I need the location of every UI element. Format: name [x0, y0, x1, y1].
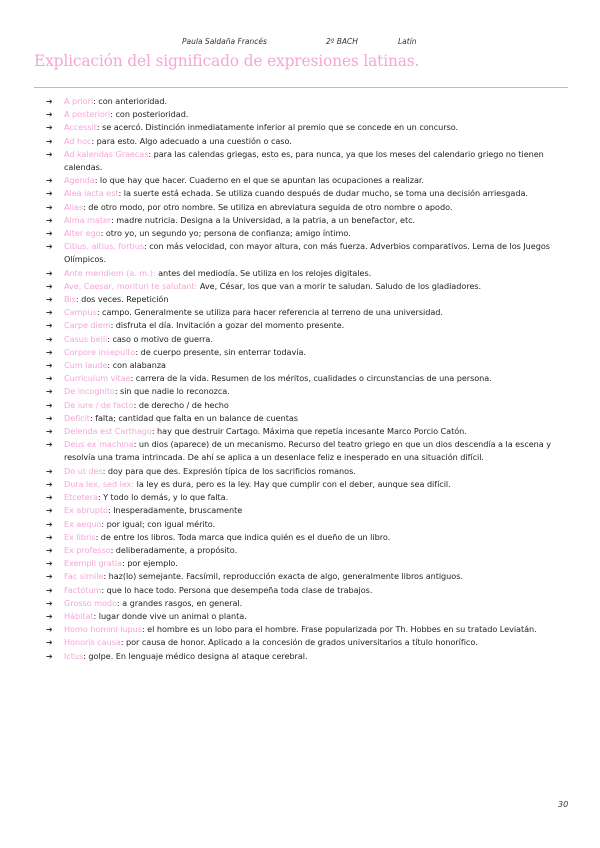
list-item	[46, 227, 566, 240]
list-item	[46, 438, 566, 464]
arrow-bullet-icon: ➔	[46, 638, 53, 648]
term-definition: : un dios (aparece) de un mecanismo. Recurso del teatro griego en que un dios descendía a la escena y resolvía una trama intrincada. De ahí se aplica a un desenlace feliz e inesperado en una situación difícil.	[64, 439, 552, 463]
arrow-bullet-icon: ➔	[46, 123, 53, 133]
latin-term: A priori	[64, 96, 94, 106]
arrow-bullet-icon: ➔	[46, 545, 53, 555]
arrow-bullet-icon: ➔	[46, 572, 53, 582]
list-item	[46, 121, 566, 134]
list-item	[46, 399, 566, 412]
arrow-bullet-icon: ➔	[46, 202, 53, 212]
list-item	[46, 412, 566, 425]
arrow-bullet-icon: ➔	[46, 625, 53, 635]
term-definition: : para las calendas griegas, esto es, para nunca, ya que los meses del calendario griego no tienen calendas.	[64, 148, 544, 173]
term-definition: : para esto. Algo adecuado a una cuestión o caso.	[91, 135, 292, 146]
latin-term: Do ut des	[64, 465, 103, 476]
list-item	[46, 148, 566, 174]
term-definition: : por causa de honor. Aplicado a la concesión de grados universitarios a título honorífico.	[120, 637, 478, 648]
term-definition: : campo. Generalmente se utiliza para hacer referencia al terreno de una universidad.	[96, 307, 443, 318]
latin-term: Alias	[64, 201, 84, 212]
arrow-bullet-icon: ➔	[46, 651, 53, 661]
latin-term: Ictus	[64, 650, 84, 661]
term-definition: : lugar donde vive un animal o planta.	[93, 610, 247, 621]
list-item	[46, 280, 566, 293]
list-item	[46, 319, 566, 332]
arrow-bullet-icon: ➔	[46, 519, 53, 529]
list-item	[46, 465, 566, 478]
latin-term: Deficit	[64, 412, 90, 423]
term-definition: Ave, César, los que van a morir te saludan. Saludo de los gladiadores.	[197, 280, 482, 291]
list-item	[46, 491, 566, 504]
latin-term: Ante meridiem (a. m.):	[64, 267, 156, 278]
latin-term: Casus belli	[64, 333, 108, 344]
arrow-bullet-icon: ➔	[46, 149, 53, 159]
arrow-bullet-icon: ➔	[46, 493, 53, 503]
list-item	[46, 187, 566, 200]
list-item	[46, 544, 566, 557]
latin-term: Ad kalendas Graecas	[64, 148, 149, 159]
list-item	[46, 333, 566, 346]
page-header	[0, 37, 600, 51]
latin-term: Ex professo	[64, 544, 111, 555]
list-item	[46, 214, 566, 227]
latin-term: A posteriori	[64, 109, 111, 120]
list-item	[46, 306, 566, 319]
latin-term: Ad hoc	[64, 135, 92, 146]
latin-term: Deus ex machina	[64, 439, 134, 450]
latin-term: Grosso modo	[64, 597, 117, 608]
arrow-bullet-icon: ➔	[46, 532, 53, 542]
term-definition: : el hombre es un lobo para el hombre. Frase popularizada por Th. Hobbes en su tratado Leviatán.	[141, 624, 537, 635]
list-item	[46, 518, 566, 531]
arrow-bullet-icon: ➔	[46, 466, 53, 476]
arrow-bullet-icon: ➔	[46, 281, 53, 291]
header-course: 2º BACH	[326, 37, 358, 46]
list-item	[46, 584, 566, 597]
list-item	[46, 372, 566, 385]
list-item	[46, 597, 566, 610]
term-definition: : doy para que des. Expresión típica de los sacrificios romanos.	[102, 465, 356, 476]
title-divider	[34, 87, 568, 88]
term-definition: : de otro modo, por otro nombre. Se utiliza en abreviatura seguida de otro nombre o apodo.	[83, 201, 453, 212]
arrow-bullet-icon: ➔	[46, 295, 53, 305]
latin-term: Honoris causa	[64, 637, 121, 648]
term-definition: : con anterioridad.	[93, 96, 167, 106]
latin-term: Ave, Caesar, morituri te salutant:	[64, 280, 198, 291]
term-definition: : Y todo lo demás, y lo que falta.	[97, 492, 229, 503]
list-item	[46, 267, 566, 280]
latin-term: Curriculum vitae	[64, 373, 131, 384]
term-definition: : de cuerpo presente, sin enterrar todavía.	[135, 346, 306, 357]
term-definition: : sin que nadie lo reconozca.	[114, 386, 230, 397]
latin-term: Accessit	[64, 122, 97, 133]
list-item	[46, 174, 566, 187]
page-number: 30	[558, 800, 569, 809]
latin-term: Fac simile	[64, 571, 104, 582]
term-definition: : la suerte está echada. Se utiliza cuando después de dudar mucho, se toma una decisión arriesgada.	[118, 188, 528, 199]
arrow-bullet-icon: ➔	[46, 268, 53, 278]
list-item	[46, 95, 566, 108]
arrow-bullet-icon: ➔	[46, 229, 53, 239]
term-definition: : carrera de la vida. Resumen de los méritos, cualidades o circunstancias de una persona.	[130, 373, 492, 384]
term-definition: : caso o motivo de guerra.	[107, 333, 213, 344]
latin-term: Factótum	[64, 584, 102, 595]
latin-term: Delenda est Carthago	[64, 426, 152, 437]
arrow-bullet-icon: ➔	[46, 413, 53, 423]
list-item	[46, 108, 566, 121]
list-item	[46, 293, 566, 306]
arrow-bullet-icon: ➔	[46, 611, 53, 621]
arrow-bullet-icon: ➔	[46, 585, 53, 595]
latin-term: Ex libris	[64, 531, 96, 542]
list-item	[46, 557, 566, 570]
term-definition: : que lo hace todo. Persona que desempeña toda clase de trabajos.	[101, 584, 373, 595]
term-definition: la ley es dura, pero es la ley. Hay que cumplir con el deber, aunque sea difícil.	[134, 478, 451, 489]
latin-term: Carpe diem	[64, 320, 111, 331]
term-definition: : deliberadamente, a propósito.	[110, 544, 238, 555]
term-definition: : otro yo, un segundo yo; persona de confianza; amigo íntimo.	[100, 228, 351, 239]
latin-term: Ex aequo	[64, 518, 102, 529]
latin-term: Agenda	[64, 175, 95, 186]
latin-term: Alter ego	[64, 228, 101, 239]
list-item	[46, 623, 566, 636]
term-definition: : golpe. En lenguaje médico designa al ataque cerebral.	[83, 650, 308, 661]
term-definition: antes del mediodía. Se utiliza en los relojes digitales.	[155, 267, 372, 278]
list-item	[46, 636, 566, 649]
term-definition: : a grandes rasgos, en general.	[116, 597, 243, 608]
term-definition: : con más velocidad, con mayor altura, con más fuerza. Adverbios comparativos. Lema de los Juegos Olímpicos.	[64, 241, 550, 265]
arrow-bullet-icon: ➔	[46, 136, 53, 146]
latin-term: Hábitat	[64, 610, 94, 621]
list-item	[46, 385, 566, 398]
term-definition: : haz(lo) semejante. Facsímil, reproducción exacta de algo, generalmente libros antiguos.	[103, 571, 463, 582]
latin-term: Citius, altius, fortius	[64, 241, 144, 252]
list-item	[46, 570, 566, 583]
arrow-bullet-icon: ➔	[46, 361, 53, 371]
list-item	[46, 201, 566, 214]
term-definition: : Inesperadamente, bruscamente	[107, 505, 243, 516]
arrow-bullet-icon: ➔	[46, 479, 53, 489]
arrow-bullet-icon: ➔	[46, 308, 53, 318]
arrow-bullet-icon: ➔	[46, 321, 53, 331]
term-definition: : por ejemplo.	[122, 558, 178, 569]
arrow-bullet-icon: ➔	[46, 347, 53, 357]
latin-term: Exempli gratia	[64, 558, 123, 569]
term-definition: : con posterioridad.	[110, 109, 189, 120]
term-definition: : de derecho / de hecho	[133, 399, 229, 410]
latin-term: Etcetera	[64, 492, 98, 503]
expressions-list	[46, 95, 566, 663]
list-item	[46, 504, 566, 517]
arrow-bullet-icon: ➔	[46, 559, 53, 569]
arrow-bullet-icon: ➔	[46, 242, 53, 252]
latin-term: Campus	[64, 307, 97, 318]
term-definition: : con alabanza	[107, 360, 166, 371]
arrow-bullet-icon: ➔	[46, 374, 53, 384]
term-definition: : se acercó. Distinción inmediatamente inferior al premio que se concede en un concurso.	[96, 122, 459, 133]
arrow-bullet-icon: ➔	[46, 598, 53, 608]
arrow-bullet-icon: ➔	[46, 189, 53, 199]
latin-term: De iure / de facto	[64, 399, 134, 410]
term-definition: : falta; cantidad que falta en un balance de cuentas	[89, 412, 298, 423]
list-item	[46, 650, 566, 663]
arrow-bullet-icon: ➔	[46, 387, 53, 397]
arrow-bullet-icon: ➔	[46, 176, 53, 186]
arrow-bullet-icon: ➔	[46, 334, 53, 344]
term-definition: : de entre los libros. Toda marca que indica quién es el dueño de un libro.	[95, 531, 391, 542]
list-item	[46, 531, 566, 544]
arrow-bullet-icon: ➔	[46, 440, 53, 450]
arrow-bullet-icon: ➔	[46, 97, 53, 106]
arrow-bullet-icon: ➔	[46, 110, 53, 120]
list-item	[46, 240, 566, 266]
list-item	[46, 610, 566, 623]
arrow-bullet-icon: ➔	[46, 427, 53, 437]
list-item	[46, 425, 566, 438]
latin-term: Ex abrupto	[64, 505, 108, 516]
term-definition: : disfruta el día. Invitación a gozar del momento presente.	[110, 320, 345, 331]
latin-term: Bis	[64, 294, 76, 305]
header-subject: Latín	[398, 37, 417, 46]
list-item	[46, 478, 566, 491]
term-definition: : madre nutricia. Designa a la Universidad, a la patria, a un benefactor, etc.	[111, 214, 416, 225]
term-definition: : por igual; con igual mérito.	[101, 518, 216, 529]
list-item	[46, 346, 566, 359]
arrow-bullet-icon: ➔	[46, 215, 53, 225]
header-author: Paula Saldaña Francés	[182, 37, 267, 46]
arrow-bullet-icon: ➔	[46, 400, 53, 410]
term-definition: : dos veces. Repetición	[75, 294, 169, 305]
page-title: Explicación del significado de expresiones latinas.	[34, 52, 420, 70]
latin-term: Corpore insepulto	[64, 346, 136, 357]
list-item	[46, 359, 566, 372]
term-definition: : hay que destruir Cartago. Máxima que repetía incesante Marco Porcio Catón.	[151, 426, 467, 437]
latin-term: Alea iacta est	[64, 188, 119, 199]
latin-term: De incognito	[64, 386, 115, 397]
latin-term: Cum laude	[64, 360, 108, 371]
arrow-bullet-icon: ➔	[46, 506, 53, 516]
latin-term: Dura lex, sed lex:	[64, 478, 135, 489]
term-definition: : lo que hay que hacer. Cuaderno en el que se apuntan las ocupaciones a realizar.	[94, 175, 424, 186]
latin-term: Alma mater	[64, 214, 112, 225]
latin-term: Homo homini lupus	[64, 624, 142, 635]
list-item	[46, 135, 566, 148]
